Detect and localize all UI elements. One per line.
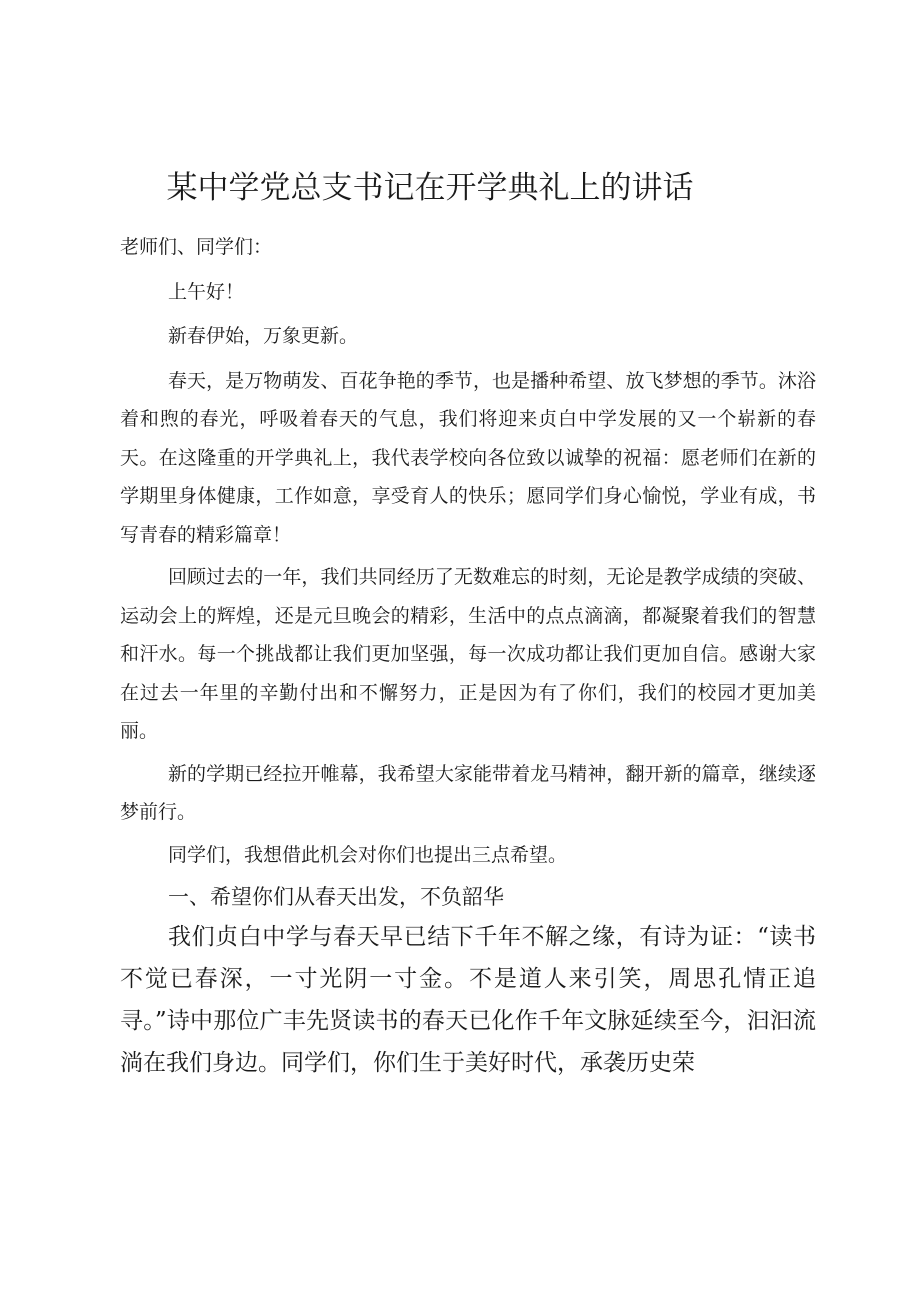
document-title: 某中学党总支书记在开学典礼上的讲话 [166, 170, 694, 206]
paragraph-greeting: 上午好！ [168, 280, 245, 303]
paragraph-three-hopes: 同学们，我想借此机会对你们也提出三点希望。 [168, 843, 568, 866]
paragraph-new-spring: 新春伊始，万象更新。 [168, 325, 359, 347]
paragraph-review: 回顾过去的一年，我们共同经历了无数难忘的时刻，无论是教学成绩的突破、运动会上的辉煌，还是元旦晚会的精彩，生活中的点点滴滴，都凝聚着我们的智慧和汗水。每一个挑战都让我们更加坚强，每一次成功都让我们更加自信。感谢大家在过去一年里的辛勤付出和不懈努力，正是因为有了你们，我们的校园才更加美丽。 [120, 566, 816, 742]
paragraph-new-semester: 新的学期已经拉开帷幕，我希望大家能带着龙马精神，翻开新的篇章，继续逐梦前行。 [120, 762, 816, 823]
section-paragraph: 我们贞白中学与春天早已结下千年不解之缘，有诗为证：“读书不觉已春深，一寸光阴一寸金。不是道人来引笑，周思孔情正追寻。”诗中那位广丰先贤读书的春天已化作千年文脉延续至今，汩汩流淌在我们身边。同学们，你们生于美好时代，承袭历史荣 [120, 924, 816, 1076]
section-heading: 一、希望你们从春天出发，不负韶华 [168, 885, 504, 909]
document-body [120, 228, 816, 1084]
salutation: 老师们、同学们： [120, 236, 273, 258]
paragraph-spring-blessing: 春天，是万物萌发、百花争艳的季节，也是播种希望、放飞梦想的季节。沐浴着和煦的春光，呼吸着春天的气息，我们将迎来贞白中学发展的又一个崭新的春天。在这隆重的开学典礼上，我代表学校向各位致以诚挚的祝福：愿老师们在新的学期里身体健康，工作如意，享受育人的快乐；愿同学们身心愉悦，学业有成，书写青春的精彩篇章！ [120, 369, 816, 546]
